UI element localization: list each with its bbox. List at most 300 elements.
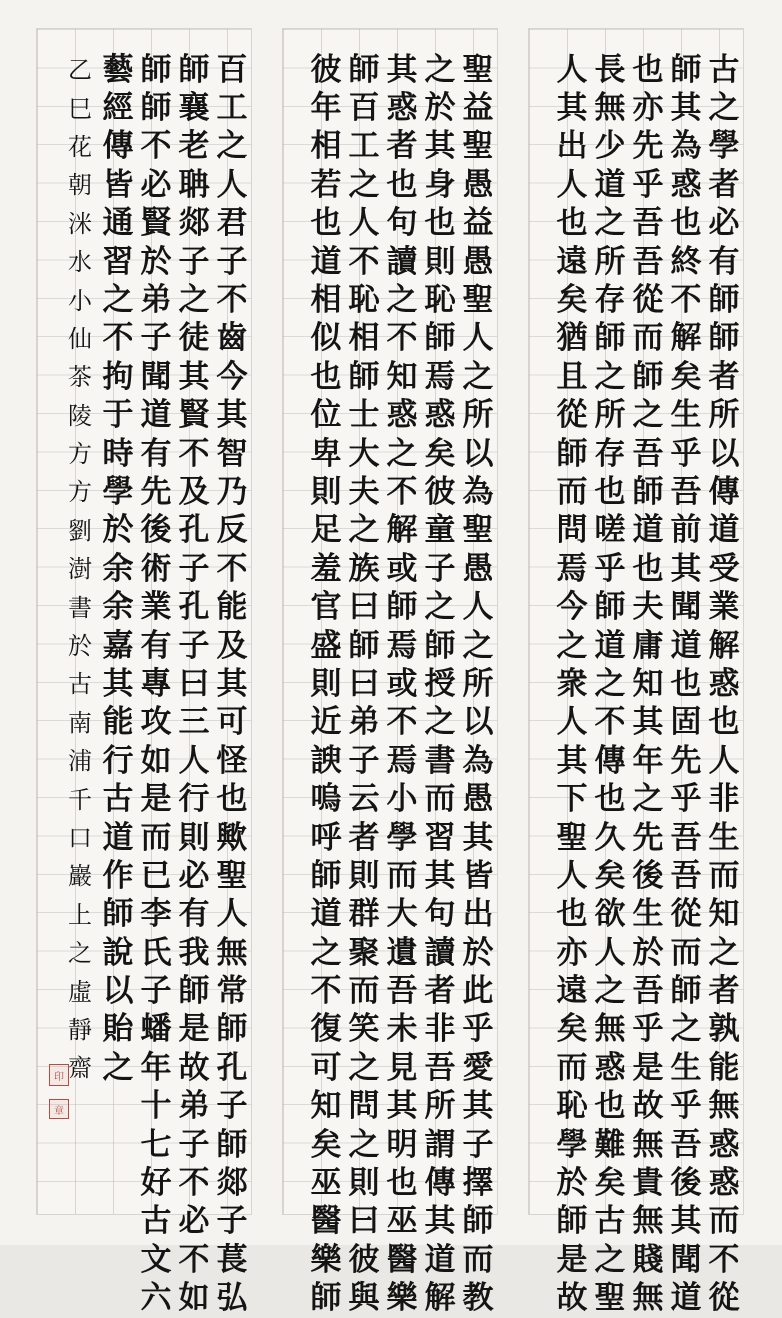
character: 其 bbox=[424, 857, 456, 894]
character: 巳 bbox=[68, 94, 92, 123]
character: 先 bbox=[140, 473, 172, 510]
character: 之 bbox=[424, 704, 456, 741]
character: 歟 bbox=[216, 819, 248, 856]
character: 之 bbox=[386, 282, 418, 319]
character: 其 bbox=[386, 51, 418, 88]
character: 而 bbox=[386, 857, 418, 894]
character: 子 bbox=[348, 742, 380, 779]
character: 澍 bbox=[68, 555, 92, 584]
character: 下 bbox=[556, 781, 588, 818]
character: 如 bbox=[178, 1280, 210, 1317]
character: 似 bbox=[310, 320, 342, 357]
character: 樂 bbox=[310, 1241, 342, 1278]
character: 長 bbox=[594, 51, 626, 88]
text-column bbox=[175, 51, 213, 1318]
character: 七 bbox=[140, 1126, 172, 1163]
character: 矣 bbox=[556, 282, 588, 319]
character: 茶 bbox=[68, 363, 92, 392]
character: 齋 bbox=[68, 1054, 92, 1083]
character: 乎 bbox=[632, 1011, 664, 1048]
character: 聖 bbox=[462, 512, 494, 549]
character: 朝 bbox=[68, 171, 92, 200]
character: 時 bbox=[102, 435, 134, 472]
character: 從 bbox=[670, 896, 702, 933]
character: 道 bbox=[708, 512, 740, 549]
character: 笑 bbox=[348, 1011, 380, 1048]
character: 其 bbox=[386, 1088, 418, 1125]
character: 也 bbox=[632, 51, 664, 88]
character: 師 bbox=[102, 896, 134, 933]
character: 子 bbox=[216, 1088, 248, 1125]
character: 聚 bbox=[348, 934, 380, 971]
character: 亦 bbox=[556, 934, 588, 971]
character: 氏 bbox=[140, 934, 172, 971]
character: 拘 bbox=[102, 358, 134, 395]
character: 可 bbox=[216, 704, 248, 741]
character: 李 bbox=[140, 896, 172, 933]
character: 古 bbox=[708, 51, 740, 88]
character: 不 bbox=[178, 1241, 210, 1278]
character: 生 bbox=[670, 397, 702, 434]
character: 故 bbox=[556, 1280, 588, 1317]
character: 存 bbox=[594, 435, 626, 472]
character: 遠 bbox=[556, 243, 588, 280]
character: 無 bbox=[632, 1126, 664, 1163]
character: 弟 bbox=[348, 704, 380, 741]
character: 業 bbox=[140, 589, 172, 626]
character: 專 bbox=[140, 665, 172, 702]
panel-left bbox=[36, 28, 252, 1317]
character: 則 bbox=[424, 243, 456, 280]
character: 相 bbox=[310, 282, 342, 319]
character: 生 bbox=[708, 819, 740, 856]
character: 子 bbox=[178, 627, 210, 664]
character: 學 bbox=[102, 473, 134, 510]
character: 師 bbox=[178, 51, 210, 88]
character: 醫 bbox=[310, 1203, 342, 1240]
character: 所 bbox=[462, 665, 494, 702]
character: 位 bbox=[310, 397, 342, 434]
seal-mark: 章 bbox=[49, 1099, 69, 1119]
character: 學 bbox=[556, 1126, 588, 1163]
character: 不 bbox=[670, 282, 702, 319]
character: 其 bbox=[670, 90, 702, 127]
character: 之 bbox=[594, 665, 626, 702]
character: 習 bbox=[424, 819, 456, 856]
character: 而 bbox=[462, 1241, 494, 1278]
character: 仙 bbox=[68, 324, 92, 353]
character: 傳 bbox=[424, 1165, 456, 1202]
character: 彼 bbox=[310, 51, 342, 88]
character: 之 bbox=[348, 512, 380, 549]
character: 師 bbox=[632, 358, 664, 395]
character: 所 bbox=[708, 397, 740, 434]
character: 曰 bbox=[348, 665, 380, 702]
character: 猶 bbox=[556, 320, 588, 357]
character: 方 bbox=[68, 440, 92, 469]
character: 身 bbox=[424, 166, 456, 203]
character: 攻 bbox=[140, 704, 172, 741]
character: 有 bbox=[140, 435, 172, 472]
character: 能 bbox=[102, 704, 134, 741]
character: 乎 bbox=[670, 781, 702, 818]
character: 賢 bbox=[178, 397, 210, 434]
character: 夫 bbox=[348, 473, 380, 510]
character: 者 bbox=[708, 166, 740, 203]
character: 必 bbox=[708, 205, 740, 242]
character: 則 bbox=[348, 1165, 380, 1202]
text-column bbox=[421, 51, 459, 1318]
character: 之 bbox=[556, 627, 588, 664]
character: 是 bbox=[140, 781, 172, 818]
character: 其 bbox=[670, 550, 702, 587]
character: 也 bbox=[670, 205, 702, 242]
character: 乙 bbox=[68, 56, 92, 85]
character: 人 bbox=[556, 857, 588, 894]
character: 業 bbox=[708, 589, 740, 626]
character: 惑 bbox=[708, 665, 740, 702]
character: 行 bbox=[102, 742, 134, 779]
character: 惑 bbox=[708, 1126, 740, 1163]
character: 吾 bbox=[424, 1049, 456, 1086]
character: 若 bbox=[310, 166, 342, 203]
character: 或 bbox=[386, 550, 418, 587]
character: 弘 bbox=[216, 1280, 248, 1317]
character: 則 bbox=[348, 857, 380, 894]
character: 皆 bbox=[102, 166, 134, 203]
character: 不 bbox=[386, 704, 418, 741]
character: 不 bbox=[216, 550, 248, 587]
character: 不 bbox=[310, 973, 342, 1010]
character: 齒 bbox=[216, 320, 248, 357]
text-column bbox=[705, 51, 743, 1318]
character: 人 bbox=[178, 742, 210, 779]
character: 讀 bbox=[424, 934, 456, 971]
character: 也 bbox=[216, 781, 248, 818]
character: 於 bbox=[462, 934, 494, 971]
character: 之 bbox=[632, 397, 664, 434]
character: 無 bbox=[708, 1088, 740, 1125]
text-column bbox=[591, 51, 629, 1318]
character: 群 bbox=[348, 896, 380, 933]
character: 所 bbox=[424, 1088, 456, 1125]
character: 是 bbox=[556, 1241, 588, 1278]
character: 子 bbox=[178, 1126, 210, 1163]
character: 樂 bbox=[386, 1280, 418, 1317]
character: 而 bbox=[708, 857, 740, 894]
character: 乎 bbox=[594, 550, 626, 587]
panel-middle bbox=[282, 28, 498, 1317]
character: 巖 bbox=[68, 862, 92, 891]
character: 巫 bbox=[386, 1203, 418, 1240]
character: 呼 bbox=[310, 819, 342, 856]
character: 也 bbox=[594, 473, 626, 510]
character: 官 bbox=[310, 589, 342, 626]
character: 出 bbox=[556, 128, 588, 165]
character: 明 bbox=[386, 1126, 418, 1163]
character: 經 bbox=[102, 90, 134, 127]
character: 不 bbox=[594, 704, 626, 741]
character: 其 bbox=[462, 1088, 494, 1125]
character: 知 bbox=[708, 896, 740, 933]
character: 郯 bbox=[178, 205, 210, 242]
character: 族 bbox=[348, 550, 380, 587]
character: 學 bbox=[708, 128, 740, 165]
character: 余 bbox=[102, 589, 134, 626]
character: 之 bbox=[632, 781, 664, 818]
character: 吾 bbox=[670, 1126, 702, 1163]
character: 惑 bbox=[708, 1165, 740, 1202]
character: 恥 bbox=[348, 282, 380, 319]
character: 水 bbox=[68, 248, 92, 277]
character: 先 bbox=[632, 128, 664, 165]
character: 有 bbox=[178, 896, 210, 933]
character: 及 bbox=[178, 473, 210, 510]
character: 六 bbox=[140, 1280, 172, 1317]
character: 乎 bbox=[670, 1088, 702, 1125]
character: 而 bbox=[140, 819, 172, 856]
character: 而 bbox=[708, 1203, 740, 1240]
character: 且 bbox=[556, 358, 588, 395]
character: 術 bbox=[140, 550, 172, 587]
character: 相 bbox=[348, 320, 380, 357]
character: 未 bbox=[386, 1011, 418, 1048]
character: 三 bbox=[178, 704, 210, 741]
character: 傳 bbox=[708, 473, 740, 510]
character: 聖 bbox=[462, 282, 494, 319]
character: 師 bbox=[708, 282, 740, 319]
character: 道 bbox=[310, 896, 342, 933]
character: 以 bbox=[462, 435, 494, 472]
character: 也 bbox=[424, 205, 456, 242]
character: 所 bbox=[462, 397, 494, 434]
character: 則 bbox=[310, 473, 342, 510]
character: 也 bbox=[594, 1088, 626, 1125]
character: 作 bbox=[102, 857, 134, 894]
character: 也 bbox=[594, 781, 626, 818]
character: 師 bbox=[556, 1203, 588, 1240]
character: 亦 bbox=[632, 90, 664, 127]
character: 惑 bbox=[386, 90, 418, 127]
character: 授 bbox=[424, 665, 456, 702]
character: 徒 bbox=[178, 320, 210, 357]
character: 而 bbox=[632, 320, 664, 357]
character: 謂 bbox=[424, 1126, 456, 1163]
character: 師 bbox=[670, 51, 702, 88]
character: 人 bbox=[216, 896, 248, 933]
character: 師 bbox=[632, 473, 664, 510]
character: 其 bbox=[462, 819, 494, 856]
text-column bbox=[99, 51, 137, 1088]
character: 也 bbox=[386, 166, 418, 203]
character: 遠 bbox=[556, 973, 588, 1010]
character: 也 bbox=[310, 358, 342, 395]
character: 如 bbox=[140, 742, 172, 779]
character: 遺 bbox=[386, 934, 418, 971]
character: 曰 bbox=[348, 589, 380, 626]
character: 可 bbox=[310, 1049, 342, 1086]
character: 人 bbox=[348, 205, 380, 242]
character: 道 bbox=[670, 1280, 702, 1317]
character: 其 bbox=[178, 358, 210, 395]
character: 焉 bbox=[386, 627, 418, 664]
character: 道 bbox=[310, 243, 342, 280]
character: 其 bbox=[632, 704, 664, 741]
character: 吾 bbox=[632, 435, 664, 472]
character: 傳 bbox=[102, 128, 134, 165]
character: 吾 bbox=[632, 973, 664, 1010]
character: 而 bbox=[556, 473, 588, 510]
character: 子 bbox=[424, 550, 456, 587]
character: 師 bbox=[140, 51, 172, 88]
character: 老 bbox=[178, 128, 210, 165]
character: 年 bbox=[632, 742, 664, 779]
character: 不 bbox=[178, 435, 210, 472]
character: 子 bbox=[462, 1126, 494, 1163]
character: 聖 bbox=[462, 128, 494, 165]
character: 之 bbox=[386, 435, 418, 472]
character: 人 bbox=[556, 166, 588, 203]
character: 醫 bbox=[386, 1241, 418, 1278]
character: 千 bbox=[68, 785, 92, 814]
text-column bbox=[307, 51, 345, 1318]
character: 聞 bbox=[140, 358, 172, 395]
character: 者 bbox=[708, 973, 740, 1010]
character: 益 bbox=[462, 205, 494, 242]
character: 不 bbox=[386, 320, 418, 357]
character: 句 bbox=[424, 896, 456, 933]
character: 師 bbox=[462, 1203, 494, 1240]
character: 矣 bbox=[556, 1011, 588, 1048]
character: 師 bbox=[594, 589, 626, 626]
character: 上 bbox=[68, 900, 92, 929]
character: 矣 bbox=[594, 857, 626, 894]
character: 之 bbox=[102, 282, 134, 319]
character: 前 bbox=[670, 512, 702, 549]
character: 師 bbox=[178, 973, 210, 1010]
character: 師 bbox=[670, 973, 702, 1010]
character: 乎 bbox=[462, 1011, 494, 1048]
character: 怪 bbox=[216, 742, 248, 779]
character: 人 bbox=[216, 166, 248, 203]
character: 十 bbox=[140, 1088, 172, 1125]
character: 師 bbox=[348, 627, 380, 664]
character: 必 bbox=[178, 1203, 210, 1240]
character: 之 bbox=[708, 934, 740, 971]
character: 人 bbox=[556, 704, 588, 741]
character: 師 bbox=[424, 320, 456, 357]
character: 道 bbox=[632, 512, 664, 549]
character: 也 bbox=[670, 665, 702, 702]
character: 其 bbox=[424, 1203, 456, 1240]
character: 恥 bbox=[424, 282, 456, 319]
character: 矣 bbox=[594, 1165, 626, 1202]
character: 有 bbox=[140, 627, 172, 664]
character: 故 bbox=[632, 1088, 664, 1125]
character: 所 bbox=[594, 243, 626, 280]
character: 古 bbox=[102, 781, 134, 818]
character: 為 bbox=[462, 473, 494, 510]
character: 之 bbox=[594, 205, 626, 242]
character: 固 bbox=[670, 704, 702, 741]
character: 年 bbox=[310, 90, 342, 127]
character: 乎 bbox=[632, 166, 664, 203]
character: 以 bbox=[102, 973, 134, 1010]
character: 方 bbox=[68, 478, 92, 507]
character: 曰 bbox=[178, 665, 210, 702]
character: 吾 bbox=[632, 243, 664, 280]
character: 彼 bbox=[348, 1241, 380, 1278]
character: 羞 bbox=[310, 550, 342, 587]
character: 智 bbox=[216, 435, 248, 472]
character: 益 bbox=[462, 90, 494, 127]
character: 之 bbox=[348, 1126, 380, 1163]
character: 衆 bbox=[556, 665, 588, 702]
character: 今 bbox=[556, 589, 588, 626]
text-column bbox=[667, 51, 705, 1318]
character: 少 bbox=[594, 128, 626, 165]
character: 子 bbox=[216, 1203, 248, 1240]
character: 也 bbox=[632, 550, 664, 587]
character: 矣 bbox=[310, 1126, 342, 1163]
character: 師 bbox=[216, 1011, 248, 1048]
character: 已 bbox=[140, 857, 172, 894]
character: 道 bbox=[140, 397, 172, 434]
character: 難 bbox=[594, 1126, 626, 1163]
character: 者 bbox=[386, 128, 418, 165]
character: 惑 bbox=[670, 166, 702, 203]
character: 盛 bbox=[310, 627, 342, 664]
character: 無 bbox=[594, 1011, 626, 1048]
character: 存 bbox=[594, 282, 626, 319]
character: 以 bbox=[708, 435, 740, 472]
character: 或 bbox=[386, 665, 418, 702]
character: 者 bbox=[424, 973, 456, 1010]
character: 生 bbox=[632, 896, 664, 933]
character: 近 bbox=[310, 704, 342, 741]
character: 之 bbox=[462, 358, 494, 395]
character: 云 bbox=[348, 781, 380, 818]
character: 道 bbox=[594, 627, 626, 664]
character: 道 bbox=[424, 1241, 456, 1278]
character: 道 bbox=[594, 166, 626, 203]
character: 其 bbox=[424, 128, 456, 165]
character: 必 bbox=[178, 857, 210, 894]
character: 解 bbox=[708, 627, 740, 664]
character: 靜 bbox=[68, 1015, 92, 1044]
character: 之 bbox=[462, 627, 494, 664]
character: 弟 bbox=[140, 282, 172, 319]
character: 焉 bbox=[556, 550, 588, 587]
character: 不 bbox=[216, 282, 248, 319]
character: 之 bbox=[708, 90, 740, 127]
character: 惑 bbox=[386, 397, 418, 434]
character: 古 bbox=[594, 1203, 626, 1240]
character: 百 bbox=[348, 90, 380, 127]
character: 郯 bbox=[216, 1165, 248, 1202]
character: 問 bbox=[556, 512, 588, 549]
character: 則 bbox=[178, 819, 210, 856]
character: 愛 bbox=[462, 1049, 494, 1086]
character: 小 bbox=[68, 286, 92, 315]
character: 人 bbox=[594, 934, 626, 971]
character: 反 bbox=[216, 512, 248, 549]
character: 必 bbox=[140, 166, 172, 203]
character: 彼 bbox=[424, 473, 456, 510]
character: 小 bbox=[386, 781, 418, 818]
character: 吾 bbox=[670, 819, 702, 856]
character: 讀 bbox=[386, 243, 418, 280]
